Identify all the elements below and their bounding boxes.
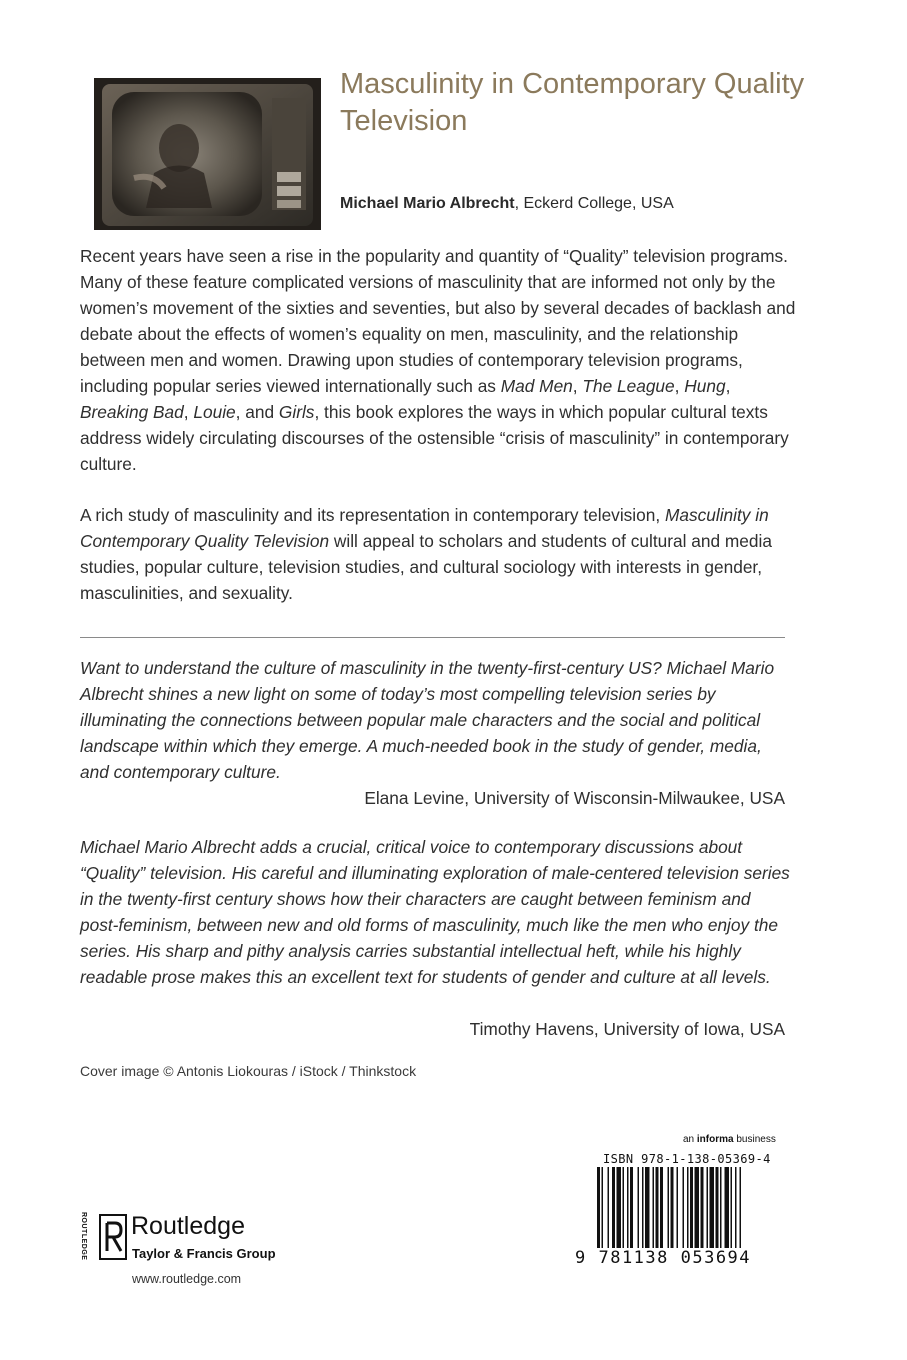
tagline-brand: informa [696, 1134, 734, 1145]
description-paragraph [80, 243, 800, 477]
separator: , [572, 376, 583, 396]
cover-image [94, 78, 321, 230]
tagline-prefix: an [683, 1134, 697, 1145]
separator: , [674, 376, 685, 396]
publisher-name: Routledge [131, 1212, 245, 1240]
separator: , [725, 376, 731, 396]
show-title: Hung [684, 376, 726, 396]
separator: , [183, 402, 194, 422]
description-text: , this book explores the ways in which popular cultural texts address widely circulating discourses of the ostensible “crisis of masculinity” in contemporary culture. [80, 402, 789, 474]
summary-text: A rich study of masculinity and its representation in contemporary television, [80, 505, 665, 525]
show-title: Girls [278, 402, 315, 422]
summary-text: will appeal to scholars and students of cultural and media studies, popular culture, television studies, and cultural sociology with interests in gender, masculinities, and sexuality. [80, 531, 772, 603]
publisher-logo-icon [98, 1213, 128, 1261]
tagline-suffix: business [733, 1134, 776, 1145]
author-affiliation: , Eckerd College, USA [514, 195, 674, 212]
byline [340, 195, 674, 213]
book-title-inline: Masculinity in Contemporary Quality Television [80, 505, 769, 551]
separator: , and [235, 402, 279, 422]
show-title: Mad Men [500, 376, 573, 396]
show-title: The League [582, 376, 675, 396]
review-quote: Michael Mario Albrecht adds a crucial, critical voice to contemporary discussions about “Quality” television. His careful and illuminating exploration of male-centered television series in the twenty-first century shows how their characters are caught between feminism and post-feminism, between new and old forms of masculinity, much like the men who enjoy the series. His sharp and pithy analysis carries substantial intellectual heft, while his highly readable prose makes this an excellent text for students of gender and culture at all levels. [80, 837, 790, 987]
author-name: Michael Mario Albrecht [340, 195, 515, 212]
show-title: Breaking Bad [80, 402, 184, 422]
publisher-group: Taylor & Francis Group [132, 1246, 276, 1261]
review-attribution: Elana Levine, University of Wisconsin-Milwaukee, USA [364, 788, 785, 808]
show-title: Louie [193, 402, 236, 422]
isbn-label: ISBN 978-1-138-05369-4 [603, 1152, 771, 1166]
divider [80, 637, 785, 638]
barcode-digits: 9 781138 053694 [575, 1248, 752, 1268]
informa-tagline [683, 1134, 776, 1145]
book-title: Masculinity in Contemporary Quality Television [340, 68, 805, 137]
summary-paragraph [80, 502, 800, 606]
review-attribution: Timothy Havens, University of Iowa, USA [469, 1019, 785, 1039]
description-text: Recent years have seen a rise in the popularity and quantity of “Quality” television programs. Many of these feature complicated versions of masculinity that are informed not only by the women’s movement of the sixties and seventies, but also by several decades of backlash and debate about the effects of women’s equality on men, masculinity, and the relationship between men and women. Drawing upon studies of contemporary television programs, including popular series viewed internationally such as [80, 246, 796, 396]
publisher-url: www.routledge.com [132, 1272, 242, 1286]
publisher-vertical-mark: ROUTLEDGE [80, 1212, 87, 1261]
cover-credit: Cover image © Antonis Liokouras / iStock / Thinkstock [80, 1063, 417, 1079]
review-quote: Want to understand the culture of masculinity in the twenty-first-century US? Michael Mario Albrecht shines a new light on some of today’s most compelling television series by illuminating the connections between popular male characters and the social and political landscape within which they emerge. A much-needed book in the study of gender, media, and contemporary culture. [80, 658, 775, 782]
